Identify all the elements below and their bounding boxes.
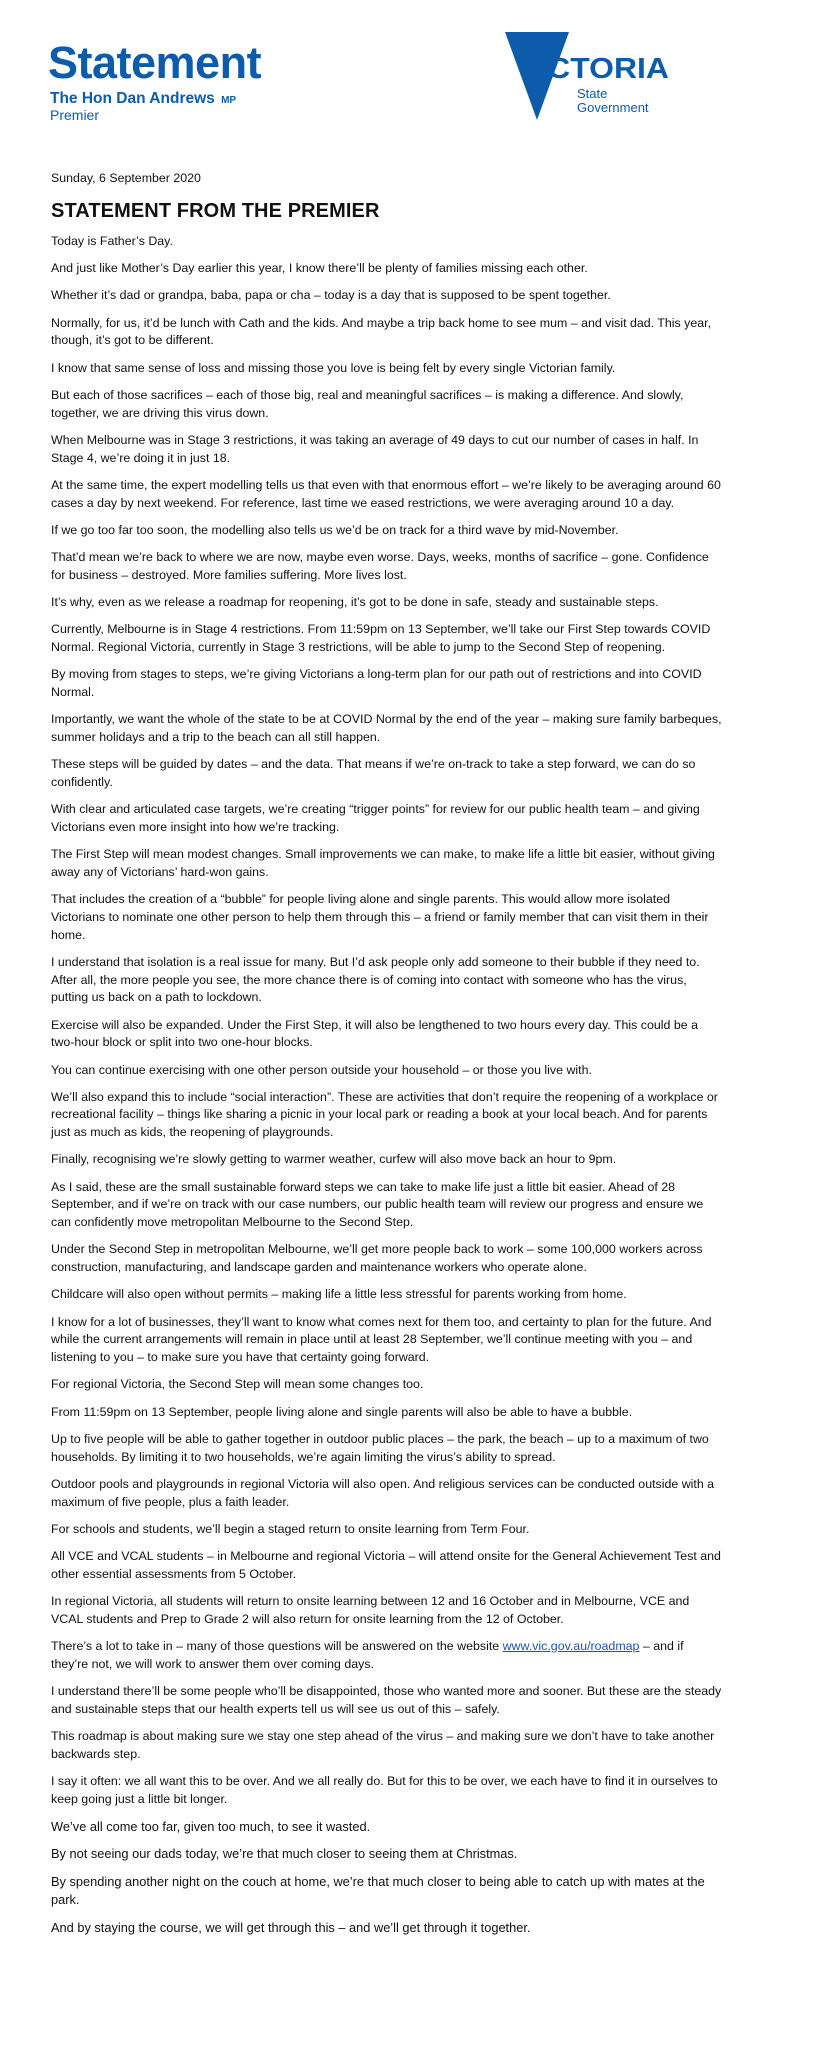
paragraph: For schools and students, we’ll begin a staged return to onsite learning from Term Four. bbox=[51, 1521, 530, 1536]
minister-role: Premier bbox=[50, 107, 100, 123]
closing-line: By spending another night on the couch at home, we’re that much closer to being able to catch up with mates at the park. bbox=[51, 1874, 705, 1908]
minister-name bbox=[50, 90, 236, 108]
roadmap-link[interactable]: www.vic.gov.au/roadmap bbox=[502, 1638, 640, 1653]
paragraph: I know that same sense of loss and missing those you love is being felt by every single Victorian family. bbox=[51, 360, 616, 375]
paragraph: You can continue exercising with one other person outside your household – or those you live with. bbox=[51, 1062, 592, 1077]
victoria-logo-government: Government bbox=[577, 100, 649, 115]
paragraph: If we go too far too soon, the modelling also tells us we’d be on track for a third wave by mid-November. bbox=[51, 522, 619, 537]
paragraph-list bbox=[51, 233, 723, 1808]
statement-date: Sunday, 6 September 2020 bbox=[51, 171, 201, 185]
closing-line: And by staying the course, we will get through this – and we’ll get through it together. bbox=[51, 1919, 531, 1935]
paragraph: From 11:59pm on 13 September, people living alone and single parents will also be able to have a bubble. bbox=[51, 1404, 633, 1419]
minister-suffix: MP bbox=[221, 95, 237, 106]
paragraph: But each of those sacrifices – each of those big, real and meaningful sacrifices – is making a difference. And slowly, together, we are driving this virus down. bbox=[51, 387, 684, 420]
closing-line: We’ve all come too far, given too much, to see it wasted. bbox=[51, 1818, 371, 1834]
paragraph: At the same time, the expert modelling tells us that even with that enormous effort – we’re likely to be averaging around 60 cases a day by next weekend. For reference, last time we eased restrictions, we were averaging around 10 a day. bbox=[51, 477, 721, 510]
paragraph: As I said, these are the small sustainable forward steps we can take to make life just a little bit easier. Ahead of 28 September, and if we’re on track with our case numbers, our public health team will review our progress and ensure we can confidently move metropolitan Melbourne to the Second Step. bbox=[51, 1179, 704, 1230]
victoria-government-logo bbox=[505, 32, 673, 122]
paragraph: That’d mean we’re back to where we are now, maybe even worse. Days, weeks, months of sacrifice – gone. Confidence for business – destroyed. More families suffering. More lives lost. bbox=[51, 549, 709, 582]
minister-name-text: The Hon Dan Andrews bbox=[50, 90, 215, 107]
paragraph: This roadmap is about making sure we stay one step ahead of the virus – and making sure we don’t have to take another backwards step. bbox=[51, 1728, 715, 1761]
paragraph: We’ll also expand this to include “social interaction”. These are activities that don’t require the reopening of a workplace or recreational facility – things like sharing a picnic in your local park or reading a book at your local beach. And for parents just as much as kids, the reopening of playgrounds. bbox=[51, 1089, 718, 1140]
paragraph: Finally, recognising we’re slowly getting to warmer weather, curfew will also move back an hour to 9pm. bbox=[51, 1152, 617, 1167]
paragraph: I say it often: we all want this to be over. And we all really do. But for this to be over, we each have to find it in ourselves to keep going just a little bit longer. bbox=[51, 1773, 718, 1806]
paragraph: These steps will be guided by dates – and the data. That means if we’re on-track to take a step forward, we can do so confidently. bbox=[51, 757, 696, 789]
paragraph: In regional Victoria, all students will return to onsite learning between 12 and 16 October and in Melbourne, VCE and VCAL students and Prep to Grade 2 will also return for onsite learning from the 12 of October. bbox=[51, 1593, 690, 1626]
paragraph: And just like Mother’s Day earlier this year, I know there’ll be plenty of families missing each other. bbox=[51, 261, 588, 276]
paragraph: When Melbourne was in Stage 3 restrictions, it was taking an average of 49 days to cut our number of cases in half. In Stage 4, we’re doing it in just 18. bbox=[51, 432, 699, 465]
paragraph: Outdoor pools and playgrounds in regional Victoria will also open. And religious services can be conducted outside with a maximum of five people, plus a faith leader. bbox=[51, 1476, 715, 1509]
victoria-logo-state: State bbox=[577, 86, 608, 101]
document-title: STATEMENT FROM THE PREMIER bbox=[51, 200, 380, 222]
paragraph: I understand there’ll be some people who’ll be disappointed, those who wanted more and sooner. But these are the steady and sustainable steps that our health experts tell us will see us out of this – safely. bbox=[51, 1683, 722, 1716]
closing-line: By not seeing our dads today, we’re that much closer to seeing them at Christmas. bbox=[51, 1846, 518, 1862]
paragraph: The First Step will mean modest changes. Small improvements we can make, to make life a little bit easier, without giving away any of Victorians’ hard-won gains. bbox=[51, 846, 715, 879]
paragraph: With clear and articulated case targets, we’re creating “trigger points” for review for our public health team – and giving Victorians even more insight into how we’re tracking. bbox=[51, 801, 700, 834]
statement-title: Statement bbox=[48, 37, 262, 88]
paragraph: Normally, for us, it’d be lunch with Cath and the kids. And maybe a trip back home to see mum – and visit dad. This year, though, it’s got to be different. bbox=[51, 315, 712, 348]
closing-lines bbox=[51, 1818, 723, 1937]
paragraph: It’s why, even as we release a roadmap for reopening, it’s got to be done in safe, steady and sustainable steps. bbox=[51, 594, 659, 609]
paragraph: Whether it’s dad or grandpa, baba, papa or cha – today is a day that is supposed to be spent together. bbox=[51, 288, 611, 303]
paragraph: I know for a lot of businesses, they’ll want to know what comes next for them too, and certainty to plan for the future. And while the current arrangements will remain in place until at least 28 September, we’ll continue meeting with you – and listening to you – to make sure you have that certainty going forward. bbox=[51, 1314, 712, 1365]
paragraph: Importantly, we want the whole of the state to be at COVID Normal by the end of the year – making sure family barbeques, summer holidays and a trip to the beach can all still happen. bbox=[51, 712, 722, 744]
website-paragraph-after: – and if they’re not, we will work to answer them over coming days. bbox=[51, 1638, 684, 1671]
website-paragraph-before: There’s a lot to take in – many of those questions will be answered on the website bbox=[51, 1638, 503, 1653]
paragraph: For regional Victoria, the Second Step will mean some changes too. bbox=[51, 1377, 424, 1392]
statement-body bbox=[51, 170, 723, 1946]
paragraph: Up to five people will be able to gather together in outdoor public places – the park, the beach – up to a maximum of two households. By limiting it to two households, we’re again limiting the virus’s ability to spread. bbox=[51, 1431, 709, 1464]
paragraph: Childcare will also open without permits – making life a little less stressful for parents working from home. bbox=[51, 1287, 627, 1302]
victoria-logo-wordmark: VICTORIA bbox=[517, 53, 670, 85]
statement-header bbox=[0, 0, 814, 130]
paragraph: I understand that isolation is a real issue for many. But I’d ask people only add someone to their bubble if they need to. After all, the more people you see, the more chance there is of coming into contact with someone who has the virus, putting us back on a path to lockdown. bbox=[51, 954, 700, 1005]
paragraph: All VCE and VCAL students – in Melbourne and regional Victoria – will attend onsite for the General Achievement Test and other essential assessments from 5 October. bbox=[51, 1548, 721, 1581]
website-paragraph bbox=[51, 1638, 723, 1674]
paragraph: That includes the creation of a “bubble” for people living alone and single parents. This would allow more isolated Victorians to nominate one other person to help them through this – a friend or family member that can visit them in their home. bbox=[51, 891, 709, 942]
paragraph: Today is Father’s Day. bbox=[51, 234, 173, 248]
paragraph: Currently, Melbourne is in Stage 4 restrictions. From 11:59pm on 13 September, we’ll take our First Step towards COVID Normal. Regional Victoria, currently in Stage 3 restrictions, will be able to jump to the Second Step of reopening. bbox=[51, 622, 711, 654]
paragraph: By moving from stages to steps, we’re giving Victorians a long-term plan for our path out of restrictions and into COVID Normal. bbox=[51, 667, 702, 699]
paragraph: Under the Second Step in metropolitan Melbourne, we’ll get more people back to work – some 100,000 workers across construction, manufacturing, and landscape garden and maintenance workers who operate alone. bbox=[51, 1242, 703, 1275]
paragraph: Exercise will also be expanded. Under the First Step, it will also be lengthened to two hours every day. This could be a two-hour block or split into two one-hour blocks. bbox=[51, 1017, 698, 1050]
